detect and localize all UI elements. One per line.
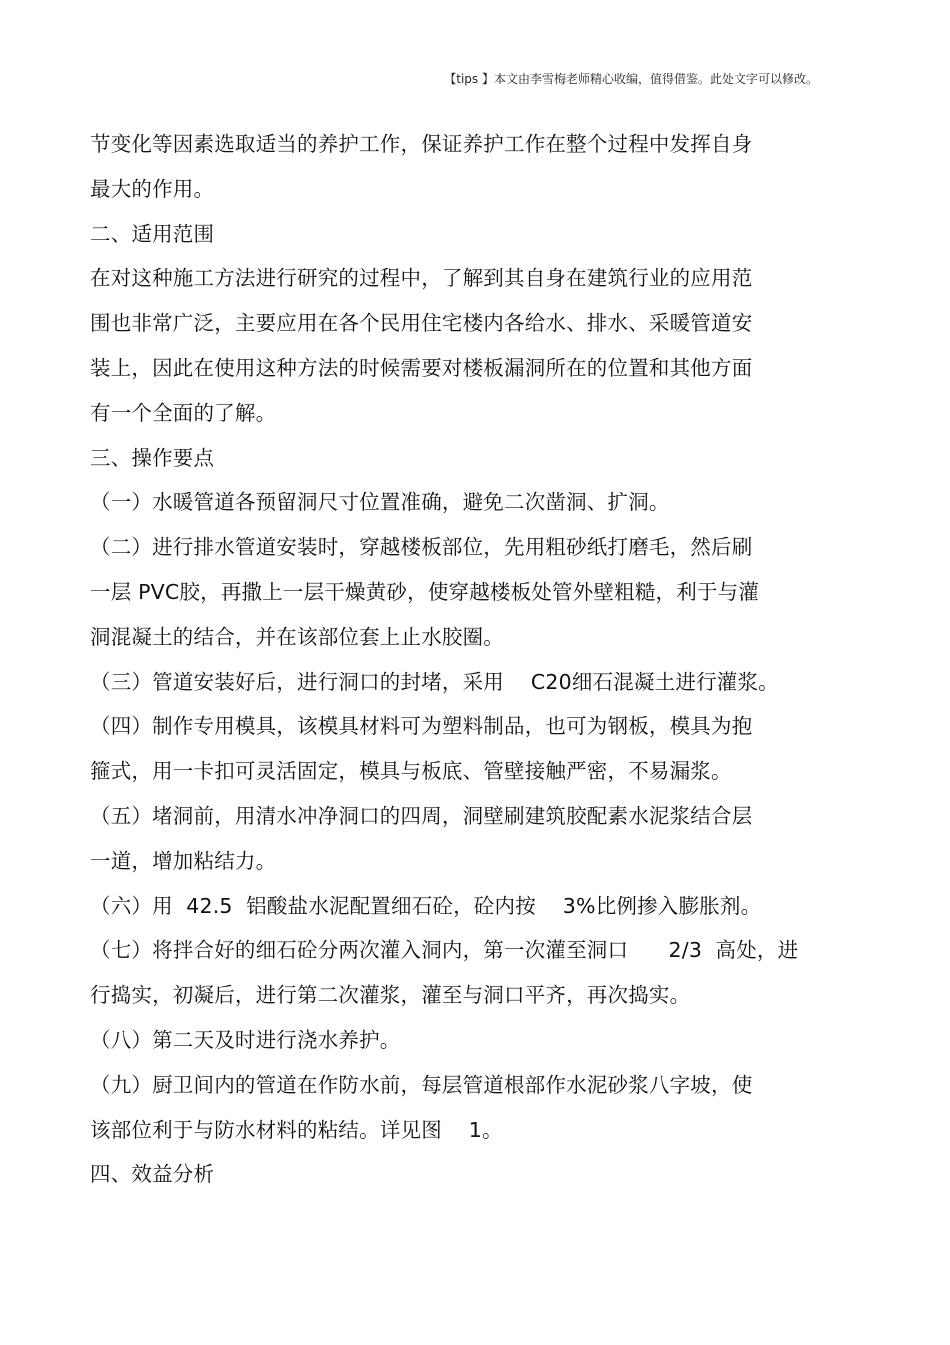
text-line: 在对这种施工方法进行研究的过程中，了解到其自身在建筑行业的应用范 bbox=[90, 266, 753, 291]
text-line: 节变化等因素选取适当的养护工作，保证养护工作在整个过程中发挥自身 bbox=[90, 132, 753, 156]
text-line: （八）第二天及时进行浇水养护。 bbox=[90, 1027, 401, 1052]
section-heading: 四、效益分析 bbox=[90, 1162, 215, 1187]
text-line: （四）制作专用模具，该模具材料可为塑料制品，也可为钢板，模具为抱 bbox=[90, 714, 753, 739]
text-line: 围也非常广泛，主要应用在各个民用住宅楼内各给水、排水、采暖管道安 bbox=[90, 311, 753, 336]
text-line: 一层 PVC胶，再撒上一层干燥黄砂，使穿越楼板处管外壁粗糙，利于与灌 bbox=[90, 579, 760, 604]
text-line: 该部位利于与防水材料的粘结。详见图 1。 bbox=[90, 1117, 503, 1142]
text-line: （九）厨卫间内的管道在作防水前，每层管道根部作水泥砂浆八字坡，使 bbox=[90, 1072, 753, 1097]
header-tips: 【tips 】本文由李雪梅老师精心收编，值得借鉴。此处文字可以修改。 bbox=[444, 72, 818, 86]
document-body bbox=[90, 125, 860, 1200]
section-heading: 三、操作要点 bbox=[90, 445, 215, 470]
text-line: （五）堵洞前，用清水冲净洞口的四周，洞壁刷建筑胶配素水泥浆结合层 bbox=[90, 803, 753, 828]
text-line: 行捣实，初凝后，进行第二次灌浆，灌至与洞口平齐，再次捣实。 bbox=[90, 983, 691, 1008]
text-line: （三）管道安装好后，进行洞口的封堵，采用 C20细石混凝土进行灌浆。 bbox=[90, 669, 779, 694]
text-line: （一）水暖管道各预留洞尺寸位置准确，避免二次凿洞、扩洞。 bbox=[90, 490, 670, 515]
text-line: 洞混凝土的结合，并在该部位套上止水胶圈。 bbox=[90, 624, 504, 649]
text-line: 有一个全面的了解。 bbox=[90, 400, 277, 425]
text-line: （二）进行排水管道安装时，穿越楼板部位，先用粗砂纸打磨毛，然后刷 bbox=[90, 535, 753, 560]
section-heading: 二、适用范围 bbox=[90, 221, 215, 246]
text-line: 箍式，用一卡扣可灵活固定，模具与板底、管壁接触严密，不易漏浆。 bbox=[90, 759, 732, 784]
text-line: 装上，因此在使用这种方法的时候需要对楼板漏洞所在的位置和其他方面 bbox=[90, 355, 753, 380]
text-line: （七）将拌合好的细石砼分两次灌入洞内，第一次灌至洞口 2/3 高处，进 bbox=[90, 938, 799, 963]
text-line: 最大的作用。 bbox=[90, 176, 215, 201]
text-line: （六）用 42.5 铝酸盐水泥配置细石砼，砼内按 3%比例掺入膨胀剂。 bbox=[90, 893, 762, 918]
text-line: 一道，增加粘结力。 bbox=[90, 848, 277, 873]
